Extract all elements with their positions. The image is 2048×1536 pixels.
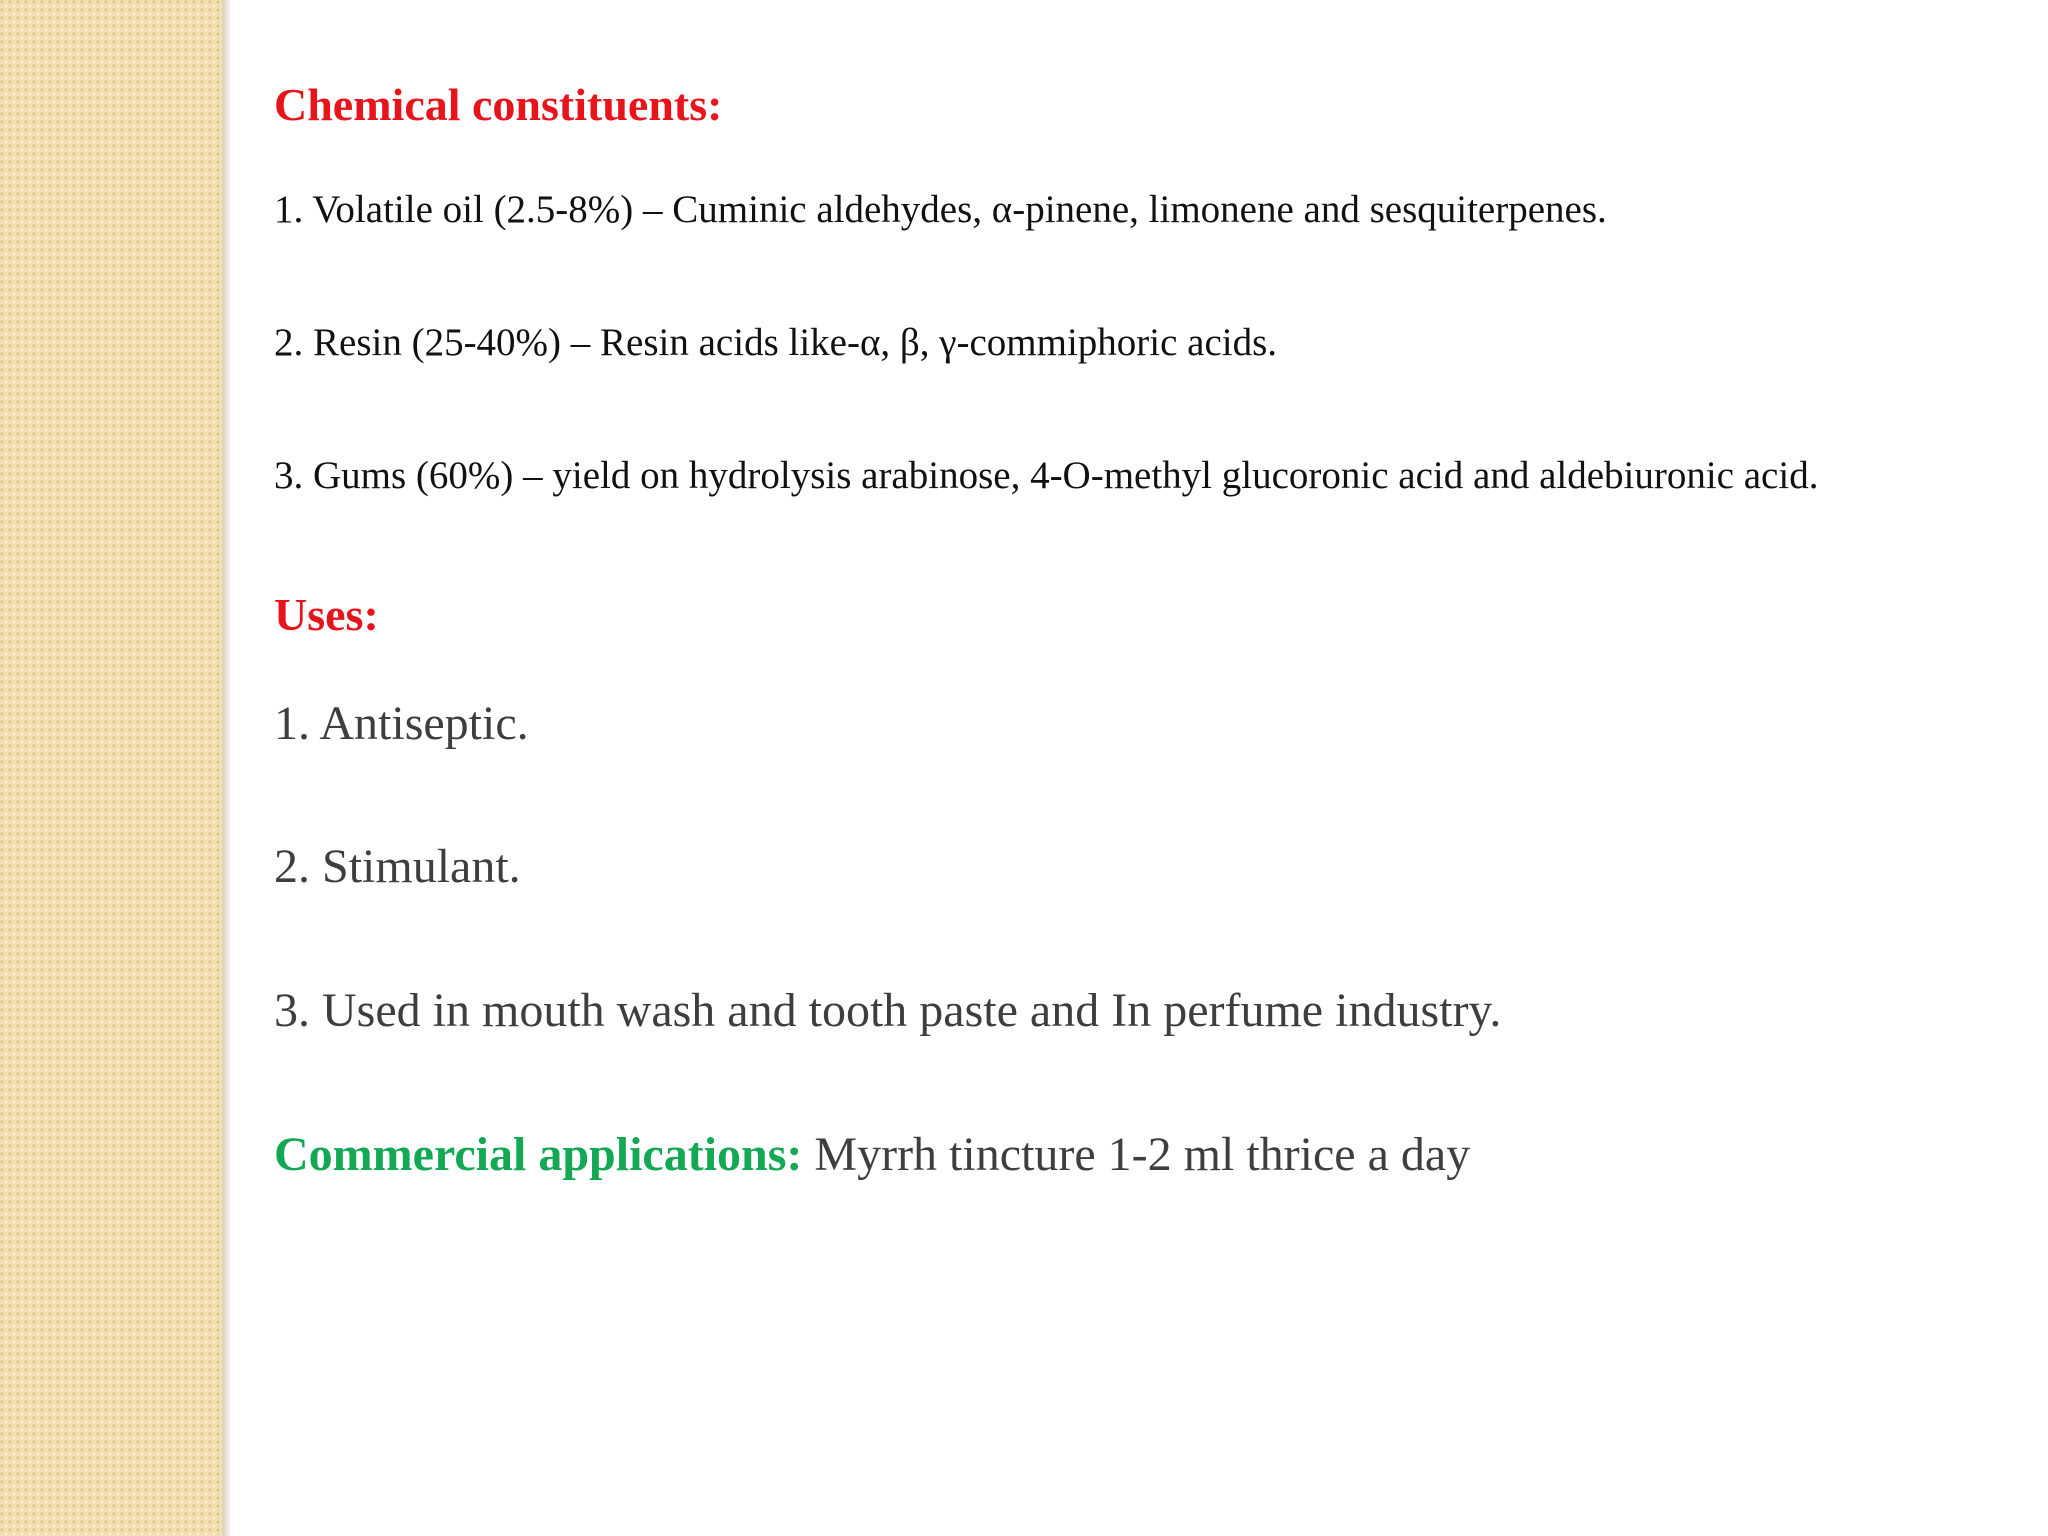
commercial-applications: [274, 1126, 1470, 1184]
commercial-applications-label: Commercial applications:: [274, 1128, 803, 1181]
slide-content: [274, 0, 2014, 1536]
uses-item-1: 1. Antiseptic.: [274, 697, 529, 750]
commercial-applications-value: Myrrh tincture 1-2 ml thrice a day: [814, 1128, 1471, 1181]
uses-item-2: 2. Stimulant.: [274, 840, 521, 893]
chemical-item-3: 3. Gums (60%) – yield on hydrolysis arabinose, 4-O-methyl glucoronic acid and aldebiuronic acid.: [274, 454, 1819, 497]
uses-heading: Uses:: [274, 589, 379, 640]
uses-item-3: 3. Used in mouth wash and tooth paste and In perfume industry.: [274, 984, 1502, 1037]
decorative-side-band: [0, 0, 222, 1536]
chemical-item-2: 2. Resin (25-40%) – Resin acids like-α, β, γ-commiphoric acids.: [274, 321, 1278, 364]
chemical-constituents-heading: Chemical constituents:: [274, 79, 723, 130]
chemical-item-1: 1. Volatile oil (2.5-8%) – Cuminic aldehydes, α-pinene, limonene and sesquiterpenes.: [274, 188, 1607, 231]
side-band-edge: [222, 0, 230, 1536]
